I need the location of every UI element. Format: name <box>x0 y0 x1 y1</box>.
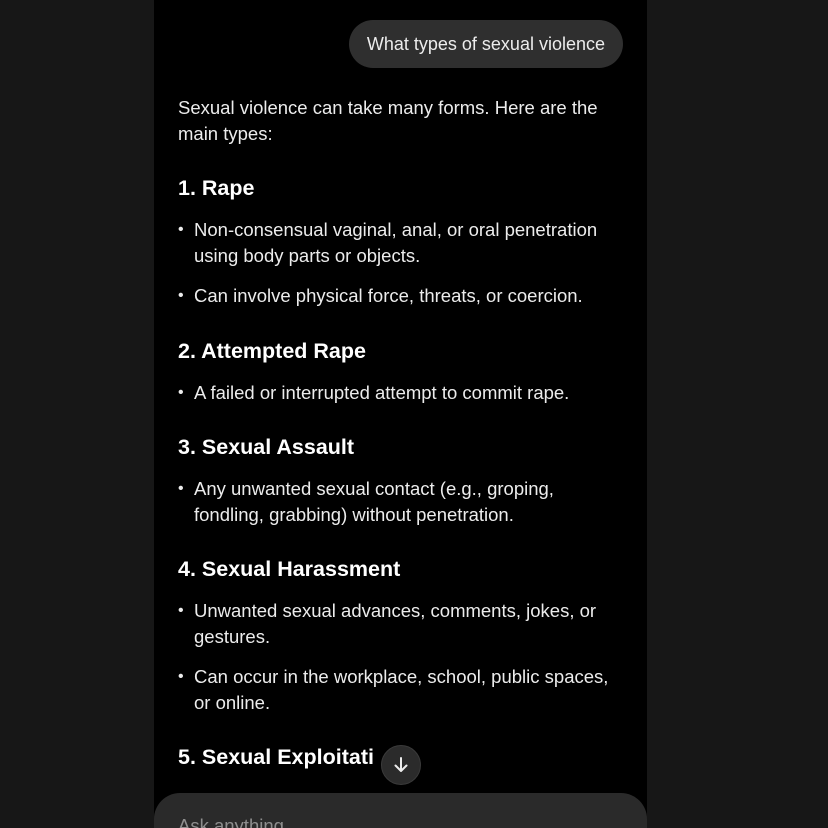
bullet-dot-icon: • <box>178 668 184 685</box>
list-item: • Unwanted sexual advances, comments, jokes, or gestures. <box>178 600 597 647</box>
assistant-response <box>178 95 626 769</box>
bullet-dot-icon: • <box>178 221 184 238</box>
bullet-list <box>178 217 626 309</box>
list-item: • Can occur in the workplace, school, public spaces, or online. <box>178 666 609 713</box>
bullet-dot-icon: • <box>178 384 184 401</box>
scroll-to-bottom-button[interactable] <box>381 745 421 785</box>
chat-window <box>154 0 647 828</box>
list-item: • Can involve physical force, threats, or coercion. <box>178 283 626 309</box>
section-heading: 2. Attempted Rape <box>178 339 366 363</box>
section-heading: 3. Sexual Assault <box>178 435 355 459</box>
bullet-dot-icon: • <box>178 287 184 304</box>
list-item: • Non-consensual vaginal, anal, or oral penetration using body parts or objects. <box>178 219 598 266</box>
section-rape <box>178 174 626 309</box>
message-composer <box>154 793 647 828</box>
bullet-list <box>178 598 626 716</box>
list-item: • A failed or interrupted attempt to commit rape. <box>178 380 569 406</box>
section-sexual-harassment <box>178 555 626 716</box>
section-heading: 5. Sexual Exploitati <box>178 745 374 769</box>
bullet-list <box>178 476 626 528</box>
section-heading: 1. Rape <box>178 176 255 200</box>
section-attempted-rape <box>178 337 569 406</box>
user-message-bubble: What types of sexual violence <box>349 20 623 68</box>
section-heading: 4. Sexual Harassment <box>178 557 401 581</box>
arrow-down-icon <box>392 756 410 774</box>
list-item: • Any unwanted sexual contact (e.g., groping, fondling, grabbing) without penetration. <box>178 478 554 525</box>
section-sexual-assault <box>178 433 626 528</box>
chat-input[interactable] <box>178 815 578 828</box>
bullet-dot-icon: • <box>178 602 184 619</box>
section-sexual-exploitation <box>178 743 374 771</box>
bullet-dot-icon: • <box>178 480 184 497</box>
response-intro: Sexual violence can take many forms. Here are the main types: <box>178 97 598 144</box>
bullet-list <box>178 380 569 406</box>
